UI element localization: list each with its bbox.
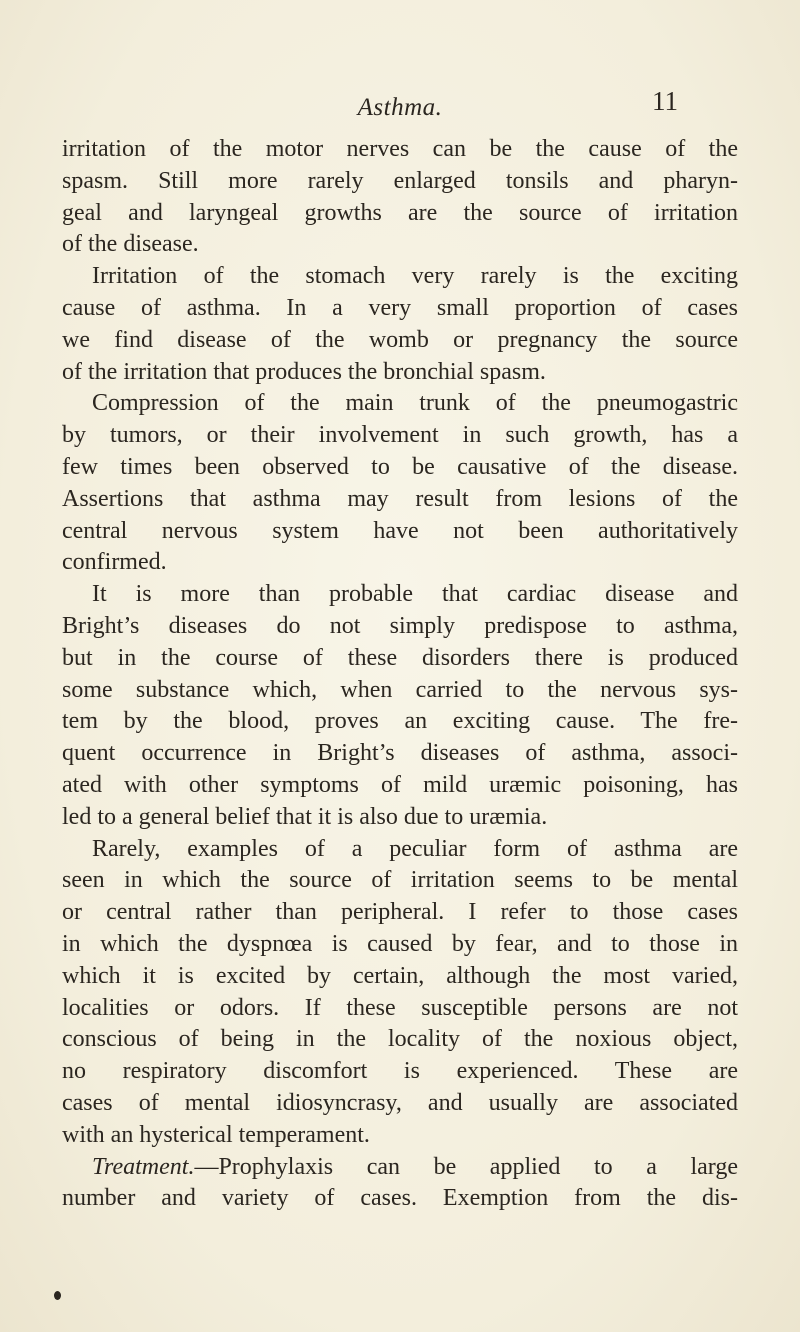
- text-line: Assertions that asthma may result from lesions of the: [62, 485, 738, 512]
- body-text: [62, 134, 738, 1215]
- text-line: which it is excited by certain, although the most varied,: [62, 962, 738, 989]
- text-line: irritation of the motor nerves can be the cause of the: [62, 136, 738, 162]
- text-line: ated with other symptoms of mild uræmic poisoning, has: [62, 771, 738, 798]
- text-line: few times been observed to be causative of the disease.: [62, 453, 738, 480]
- text-line: It is more than probable that cardiac disease and: [92, 581, 738, 608]
- treatment-line: [62, 1152, 738, 1184]
- text-line: confirmed.: [62, 549, 167, 576]
- text-line: by tumors, or their involvement in such growth, has a: [62, 422, 738, 449]
- text-line: or central rather than peripheral. I refer to those cases: [62, 899, 738, 926]
- text-line: no respiratory discomfort is experienced. These are: [62, 1058, 738, 1085]
- text-line: conscious of being in the locality of the noxious object,: [62, 1026, 738, 1053]
- text-line: of the irritation that produces the bronchial spasm.: [62, 358, 546, 385]
- margin-ink-mark: [54, 1291, 61, 1300]
- text-line: Bright’s diseases do not simply predispose to asthma,: [62, 612, 738, 639]
- treatment-text: —Prophylaxis can be applied to a large: [194, 1153, 738, 1180]
- text-line: geal and laryngeal growths are the source of irritation: [62, 199, 738, 226]
- text-line: spasm. Still more rarely enlarged tonsils and pharyn-: [62, 167, 738, 194]
- running-title: Asthma.: [357, 94, 443, 121]
- text-line: with an hysterical temperament.: [62, 1121, 370, 1148]
- text-line: Compression of the main trunk of the pneumogastric: [92, 390, 738, 417]
- text-line: Irritation of the stomach very rarely is the exciting: [92, 263, 738, 290]
- text-line: of the disease.: [62, 231, 199, 258]
- text-line: we find disease of the womb or pregnancy the source: [62, 326, 738, 353]
- text-line: tem by the blood, proves an exciting cause. The fre-: [62, 708, 738, 735]
- text-line: some substance which, when carried to the nervous sys-: [62, 676, 738, 703]
- text-line: number and variety of cases. Exemption from the dis-: [62, 1185, 738, 1212]
- text-line: Rarely, examples of a peculiar form of asthma are: [92, 835, 738, 862]
- page-number: 11: [652, 86, 678, 116]
- page-header: [0, 86, 800, 126]
- text-line: cause of asthma. In a very small proportion of cases: [62, 294, 738, 321]
- text-line: quent occurrence in Bright’s diseases of asthma, associ-: [62, 740, 738, 767]
- text-line: led to a general belief that it is also due to uræmia.: [62, 803, 548, 830]
- treatment-heading: Treatment.: [92, 1153, 195, 1180]
- text-line: central nervous system have not been authoritatively: [62, 517, 738, 544]
- text-line: but in the course of these disorders there is produced: [62, 644, 738, 671]
- text-line: localities or odors. If these susceptible persons are not: [62, 994, 738, 1021]
- text-line: cases of mental idiosyncrasy, and usually are associated: [62, 1089, 738, 1116]
- text-line: in which the dyspnœa is caused by fear, and to those in: [62, 930, 738, 957]
- text-line: seen in which the source of irritation seems to be mental: [62, 867, 738, 894]
